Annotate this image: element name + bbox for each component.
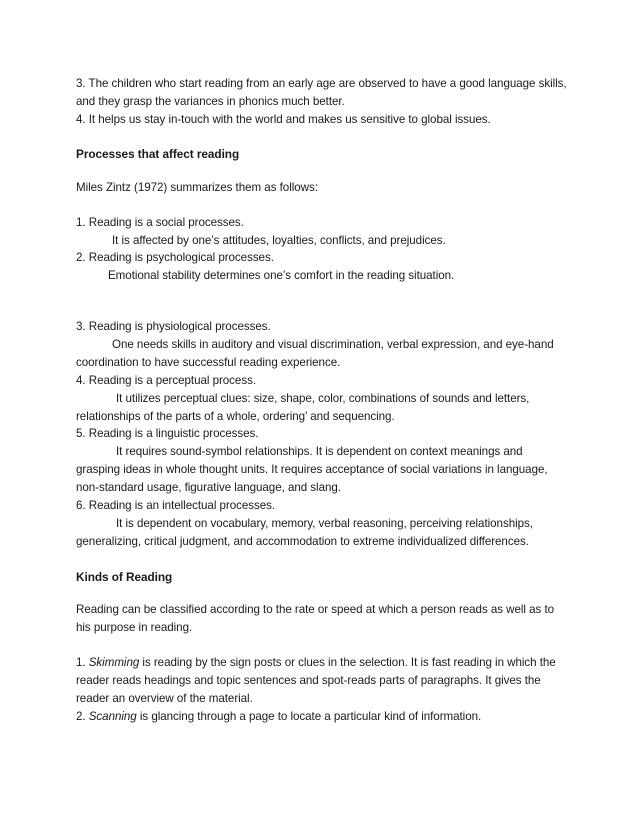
list-item: 3. Reading is physiological processes. bbox=[76, 320, 271, 333]
term-scanning: Scanning bbox=[88, 710, 137, 723]
list-item: 2. Reading is psychological processes. bbox=[76, 251, 274, 264]
section-heading-processes: Processes that affect reading bbox=[76, 147, 240, 161]
text-line: coordination to have successful reading experience. bbox=[76, 356, 341, 369]
text-line: relationships of the parts of a whole, ordering’ and sequencing. bbox=[76, 410, 395, 423]
text-line: grasping ideas in whole thought units. It requires acceptance of social variations in language, bbox=[76, 463, 548, 476]
list-number: 1. bbox=[76, 656, 89, 669]
list-item-detail: It is dependent on vocabulary, memory, verbal reasoning, perceiving relationships, bbox=[116, 517, 533, 530]
text-line: his purpose in reading. bbox=[76, 621, 193, 634]
text-line: reader reads headings and topic sentences and spot-reads parts of paragraphs. It gives the bbox=[76, 674, 541, 687]
text-line: reader an overview of the material. bbox=[76, 692, 253, 705]
text-line: Miles Zintz (1972) summarizes them as follows: bbox=[76, 181, 318, 194]
list-item-scanning bbox=[76, 710, 481, 724]
list-item-detail: It requires sound-symbol relationships. It is dependent on context meanings and bbox=[116, 445, 523, 458]
list-item-skimming bbox=[76, 656, 556, 670]
list-number: 2. bbox=[76, 710, 89, 723]
definition-text: is reading by the sign posts or clues in the selection. It is fast reading in which the bbox=[139, 656, 556, 669]
text-line: generalizing, critical judgment, and accommodation to extreme individualized differences. bbox=[76, 535, 529, 548]
list-item: 4. Reading is a perceptual process. bbox=[76, 374, 256, 387]
list-item: 6. Reading is an intellectual processes. bbox=[76, 499, 276, 512]
list-item-detail: One needs skills in auditory and visual discrimination, verbal expression, and eye-hand bbox=[112, 338, 554, 351]
list-item-detail: It utilizes perceptual clues: size, shape, color, combinations of sounds and letters, bbox=[116, 392, 530, 405]
term-skimming: Skimming bbox=[88, 656, 140, 669]
list-item-detail: Emotional stability determines one’s comfort in the reading situation. bbox=[108, 269, 455, 282]
text-line: non-standard usage, figurative language, and slang. bbox=[76, 481, 341, 494]
list-item: 1. Reading is a social processes. bbox=[76, 216, 244, 229]
list-item-detail: It is affected by one’s attitudes, loyalties, conflicts, and prejudices. bbox=[112, 234, 446, 247]
text-line: 3. The children who start reading from an early age are observed to have a good language skills, bbox=[76, 77, 567, 90]
text-line: and they grasp the variances in phonics much better. bbox=[76, 95, 345, 108]
definition-text: is glancing through a page to locate a particular kind of information. bbox=[136, 710, 482, 723]
list-item: 5. Reading is a linguistic processes. bbox=[76, 427, 259, 440]
text-line: 4. It helps us stay in-touch with the world and makes us sensitive to global issues. bbox=[76, 113, 491, 126]
section-heading-kinds: Kinds of Reading bbox=[76, 570, 173, 584]
text-line: Reading can be classified according to the rate or speed at which a person reads as well as to bbox=[76, 603, 555, 616]
